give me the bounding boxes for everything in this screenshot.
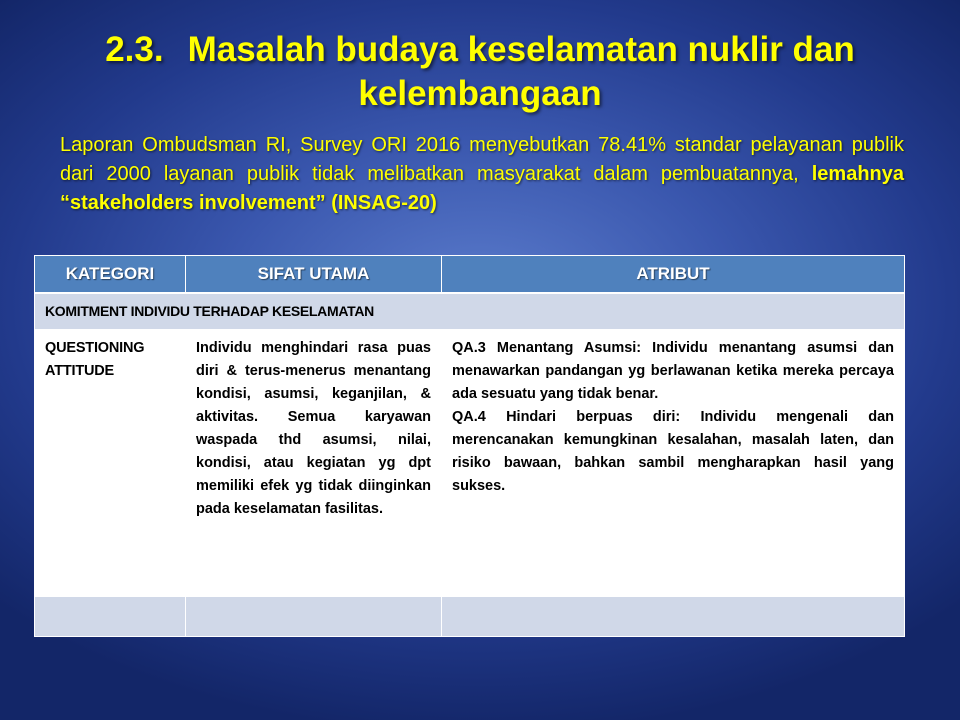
section-label: KOMITMENT INDIVIDU TERHADAP KESELAMATAN (35, 293, 905, 330)
cell-sifat-utama: Individu menghindari rasa puas diri & terus-menerus menantang kondisi, asumsi, keganjilan, & aktivitas. Semua karyawan waspada thd asumsi, nilai, kondisi, atau kegiatan yg dpt memiliki efek yg tidak diinginkan pada keselamatan fasilitas. (186, 330, 442, 597)
atribut-qa3: QA.3 Menantang Asumsi: Individu menantang asumsi dan menawarkan pandangan yg berlawanan ketika mereka percaya ada sesuatu yang tidak benar. (452, 340, 894, 402)
section-row (35, 293, 905, 330)
intro-paragraph (60, 131, 904, 218)
title-number: 2.3. (105, 30, 164, 69)
empty-table-row (35, 597, 905, 637)
title-line-1 (40, 28, 920, 72)
atribut-qa4: QA.4 Hindari berpuas diri: Individu mengenali dan merencanakan kemungkinan kesalahan, masalah laten, dan risiko bawaan, bahkan sambil mengharapkan hasil yang sukses. (452, 409, 894, 494)
header-sifat-utama: SIFAT UTAMA (186, 256, 442, 293)
header-kategori: KATEGORI (35, 256, 186, 293)
table-header-row (35, 256, 905, 293)
empty-cell-2 (186, 597, 442, 637)
header-atribut: ATRIBUT (442, 256, 905, 293)
intro-bold-text: lemahnya “stakeholders involvement” (INSAG-20) (60, 163, 904, 214)
culture-table (34, 255, 905, 637)
slide-title (40, 28, 920, 116)
title-line-2: kelembangaan (358, 74, 602, 113)
empty-cell-1 (35, 597, 186, 637)
empty-cell-3 (442, 597, 905, 637)
intro-plain-text: Laporan Ombudsman RI, Survey ORI 2016 menyebutkan 78.41% standar pelayanan publik dari 2000 layanan publik tidak melibatkan masyarakat dalam pembuatannya, (60, 134, 904, 185)
cell-atribut (442, 330, 905, 597)
cell-kategori: QUESTIONING ATTITUDE (35, 330, 186, 597)
title-text-1: Masalah budaya keselamatan nuklir dan (187, 30, 855, 69)
table-row (35, 330, 905, 597)
